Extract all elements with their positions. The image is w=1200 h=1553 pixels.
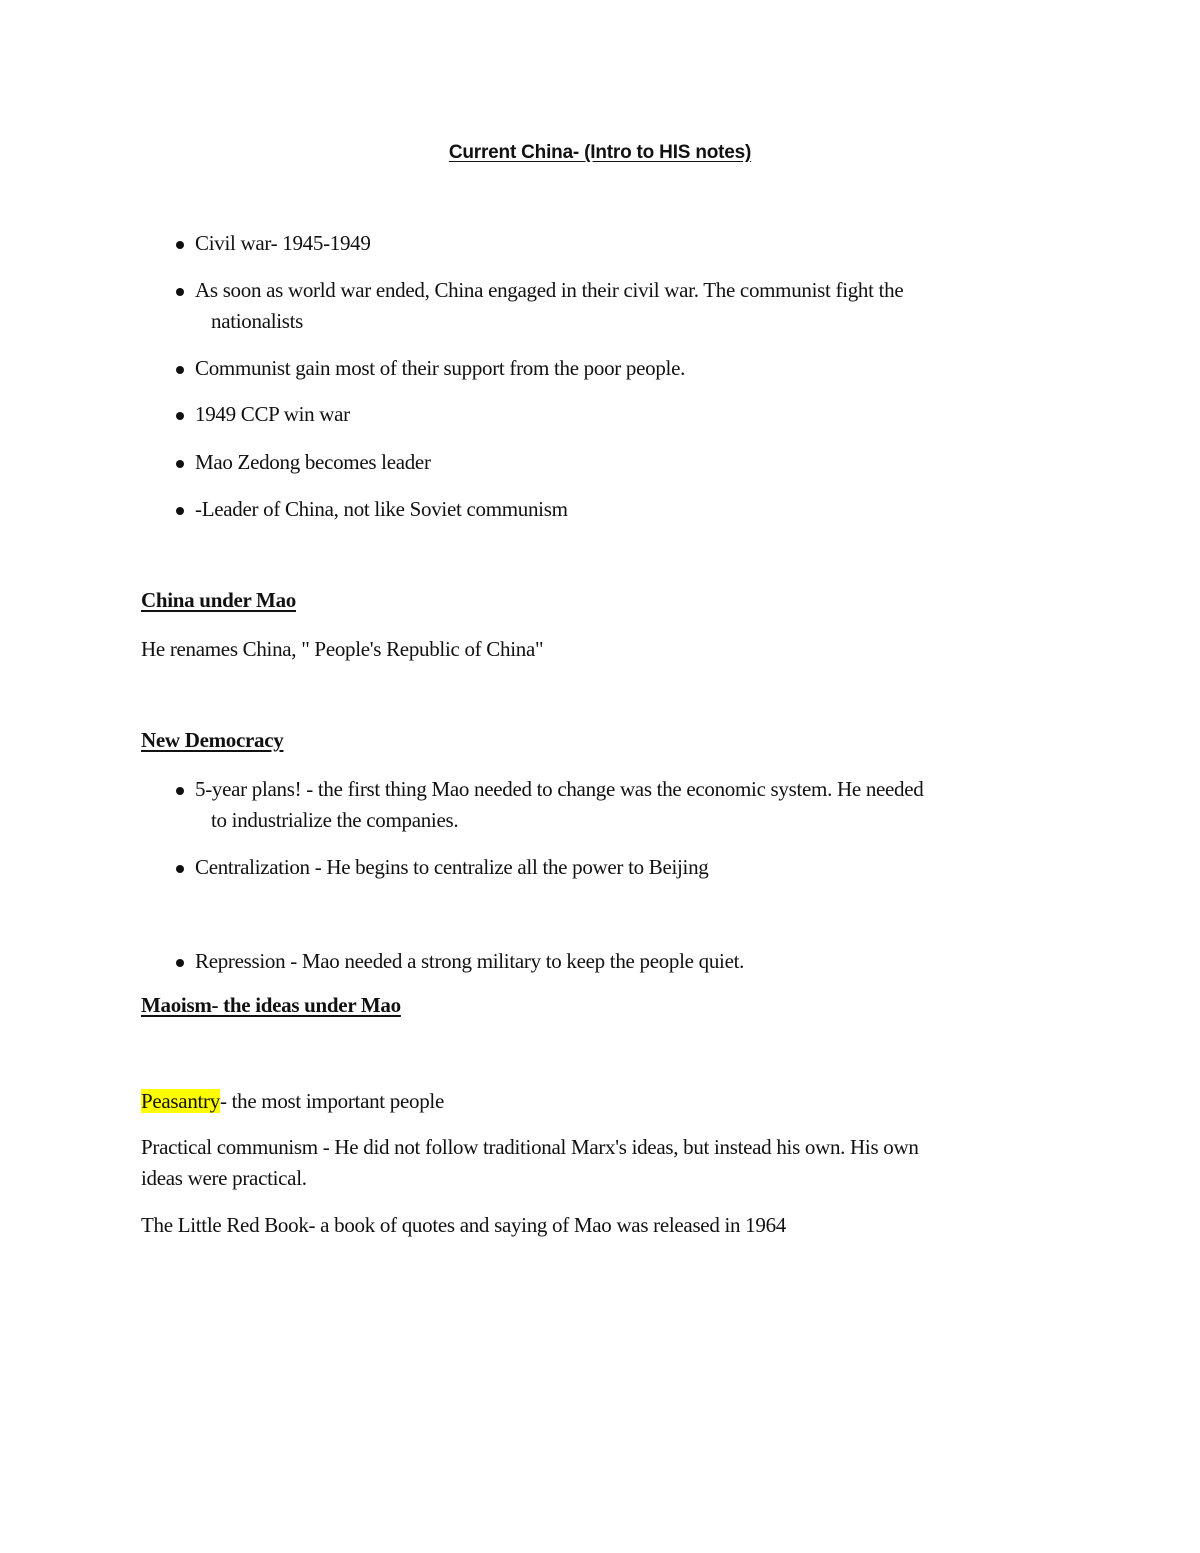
bullet-item	[172, 494, 1052, 525]
bullet-text: Centralization - He begins to centralize all the power to Beijing	[195, 855, 709, 879]
bullet-icon	[176, 412, 184, 420]
document-title: Current China- (Intro to HIS notes)	[448, 142, 752, 163]
bullet-item	[172, 275, 1052, 337]
bullet-item	[172, 228, 1052, 259]
bullet-icon	[176, 865, 184, 873]
bullet-icon	[176, 288, 184, 296]
bullet-text: As soon as world war ended, China engaged in their civil war. The communist fight the	[195, 278, 904, 302]
bullet-icon	[176, 787, 184, 795]
bullet-icon	[176, 460, 184, 468]
bullet-icon	[176, 241, 184, 249]
bullet-text: 5-year plans! - the first thing Mao needed to change was the economic system. He needed	[195, 777, 924, 801]
paragraph-peasantry	[141, 1086, 1061, 1117]
bullet-item	[172, 852, 1052, 883]
section-heading-maoism: Maoism- the ideas under Mao	[141, 993, 401, 1017]
bullet-text-continuation: nationalists	[211, 309, 304, 333]
bullet-item	[172, 447, 1052, 478]
bullet-text-continuation: to industrialize the companies.	[211, 808, 459, 832]
bullet-icon	[176, 366, 184, 374]
bullet-item	[172, 399, 1052, 430]
bullet-item	[172, 946, 1052, 977]
bullet-text: Communist gain most of their support from the poor people.	[195, 356, 686, 380]
bullet-text: -Leader of China, not like Soviet communism	[195, 497, 568, 521]
bullet-text: Repression - Mao needed a strong military to keep the people quiet.	[195, 949, 745, 973]
bullet-text: Civil war- 1945-1949	[195, 231, 371, 255]
peasantry-description: - the most important people	[219, 1089, 444, 1113]
paragraph-renames-china: He renames China, " People's Republic of China"	[141, 637, 544, 661]
practical-communism-line-1: Practical communism - He did not follow traditional Marx's ideas, but instead his own. His own	[141, 1135, 919, 1159]
section-heading-new-democracy: New Democracy	[141, 728, 284, 752]
bullet-icon	[176, 507, 184, 515]
section-heading-china-under-mao: China under Mao	[141, 588, 296, 612]
bullet-item	[172, 774, 1052, 836]
bullet-text: Mao Zedong becomes leader	[195, 450, 431, 474]
bullet-text: 1949 CCP win war	[195, 402, 350, 426]
paragraph-practical-communism	[141, 1132, 1061, 1194]
highlighted-term-peasantry: Peasantry	[141, 1089, 220, 1113]
bullet-item	[172, 353, 1052, 384]
practical-communism-line-2: ideas were practical.	[141, 1166, 307, 1190]
paragraph-little-red-book: The Little Red Book- a book of quotes and saying of Mao was released in 1964	[141, 1213, 786, 1237]
bullet-icon	[176, 959, 184, 967]
